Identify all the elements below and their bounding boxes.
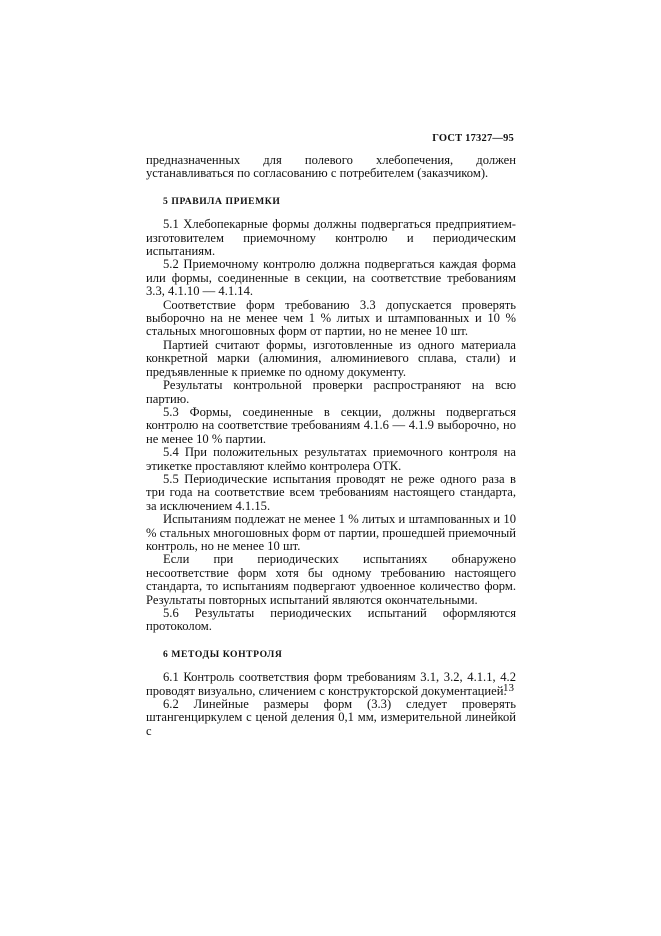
paragraph-5-3: 5.3 Формы, соединенные в секции, должны подвергаться контролю на соответствие требованиям 4.1.6 — 4.1.9 выборочно, но не менее 10 % партии. (146, 404, 516, 446)
intro-paragraph: предназначенных для полевого хлебопечения, должен устанавливаться по согласованию с потребителем (заказчиком). (146, 153, 516, 181)
paragraph-5-5-b: Испытаниям подлежат не менее 1 % литых и штампованных и 10 % стальных многошовных форм от партии, прошедшей приемочный контроль, но не менее 10 шт. (146, 512, 516, 553)
page-number: 13 (503, 682, 514, 694)
paragraph-5-5-c: Если при периодических испытаниях обнаружено несоответствие форм хотя бы одному требованию настоящего стандарта, то испытаниям подвергают удвоенное количество форм. Результаты повторных испытаний являются окончательными. (146, 552, 516, 607)
paragraph-5-1: 5.1 Хлебопекарные формы должны подвергаться предприятием-изготовителем приемочному контролю и периодическим испытаниям. (146, 217, 516, 259)
document-body (146, 154, 516, 738)
paragraph-5-5: 5.5 Периодические испытания проводят не реже одного раза в три года на соответствие всем требованиям настоящего стандарта, за исключением 4.1.15. (146, 471, 516, 513)
paragraph-5-6: 5.6 Результаты периодических испытаний оформляются протоколом. (146, 606, 516, 634)
paragraph-5-2-d: Результаты контрольной проверки распространяют на всю партию. (146, 378, 516, 406)
document-code: ГОСТ 17327—95 (432, 133, 514, 144)
paragraph-6-2: 6.2 Линейные размеры форм (3.3) следует проверять штангенциркулем с ценой деления 0,1 мм, измерительной линейкой с (146, 697, 516, 738)
section-6-heading: 6 МЕТОДЫ КОНТРОЛЯ (163, 648, 283, 660)
paragraph-5-2: 5.2 Приемочному контролю должна подвергаться каждая форма или формы, соединенные в секции, на соответствие требованиям 3.3, 4.1.10 — 4.1.14. (146, 257, 516, 299)
paragraph-6-1: 6.1 Контроль соответствия форм требованиям 3.1, 3.2, 4.1.1, 4.2 проводят визуально, сличением с конструкторской документацией. (146, 670, 516, 698)
section-5-heading: 5 ПРАВИЛА ПРИЕМКИ (163, 195, 281, 207)
paragraph-5-2-b: Соответствие форм требованию 3.3 допускается проверять выборочно на не менее чем 1 % литых и штампованных и 10 % стальных многошовных форм от партии, но не менее 10 шт. (146, 297, 516, 339)
paragraph-5-2-c: Партией считают формы, изготовленные из одного материала конкретной марки (алюминия, алюминиевого сплава, стали) и предъявленные к приемке по одному документу. (146, 337, 516, 379)
paragraph-5-4: 5.4 При положительных результатах приемочного контроля на этикетке проставляют клеймо контролера ОТК. (146, 445, 516, 473)
